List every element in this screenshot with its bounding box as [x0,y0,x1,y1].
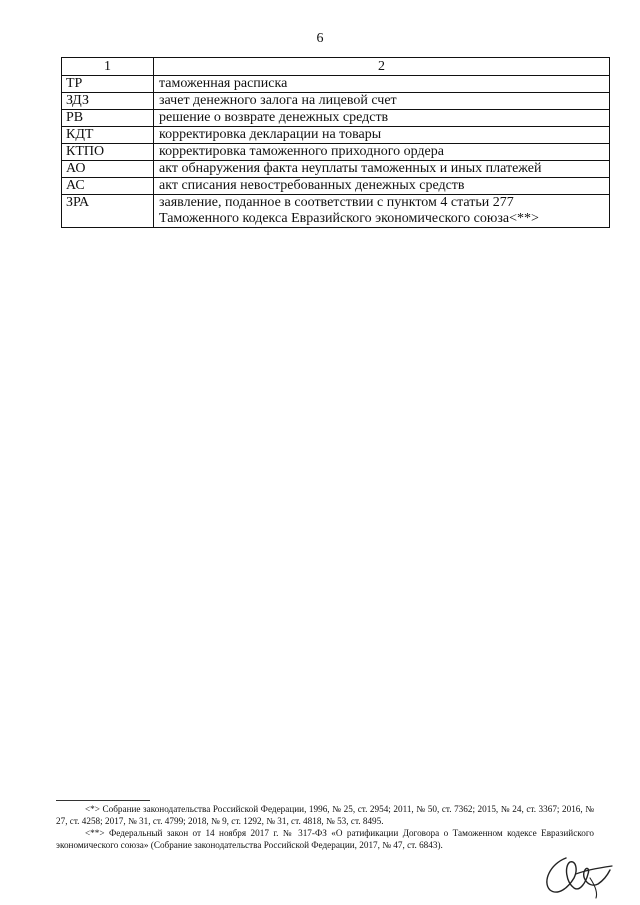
column-header-1: 1 [62,58,154,76]
codes-table [61,57,610,228]
page-number: 6 [316,31,324,46]
footnote-2: <**> Федеральный закон от 14 ноября 2017 г. № 317-ФЗ «О ратификации Договора о Таможенном кодексе Евразийского экономического союза» (Собрание законодательства Российской Федерации, 2017, № 47, ст. 6843). [56,828,594,850]
code-cell: РВ [62,110,154,127]
table-row [62,161,610,178]
description-cell [154,195,610,228]
code-cell: КТПО [62,144,154,161]
table-row [62,195,610,228]
table-row [62,110,610,127]
description-cell: таможенная расписка [154,76,610,93]
description-cell: решение о возврате денежных средств [154,110,610,127]
footnotes [56,803,594,851]
table-row [62,127,610,144]
code-cell: АС [62,178,154,195]
code-cell: АО [62,161,154,178]
table-header-row [62,58,610,76]
description-cell: зачет денежного залога на лицевой счет [154,93,610,110]
code-cell: ЗРА [62,195,154,228]
code-cell: ТР [62,76,154,93]
description-line: Таможенного кодекса Евразийского экономического союза<**> [159,211,539,226]
footnote-1: <*> Собрание законодательства Российской Федерации, 1996, № 25, ст. 2954; 2011, № 50, ст. 7362; 2015, № 24, ст. 3367; 2016, № 27, ст. 4258; 2017, № 31, ст. 4799; 2018, № 9, ст. 1292, № 31, ст. 4818, № 53, ст. 8495. [56,804,594,826]
table-row [62,144,610,161]
description-cell: акт списания невостребованных денежных средств [154,178,610,195]
table-row [62,76,610,93]
signature-icon [536,848,616,900]
code-cell: КДТ [62,127,154,144]
description-cell: корректировка декларации на товары [154,127,610,144]
description-line: заявление, поданное в соответствии с пунктом 4 статьи 277 [159,195,514,210]
table-row [62,178,610,195]
column-header-2: 2 [154,58,610,76]
table-row [62,93,610,110]
description-cell: акт обнаружения факта неуплаты таможенных и иных платежей [154,161,610,178]
footnote-separator [56,800,150,801]
description-cell: корректировка таможенного приходного ордера [154,144,610,161]
code-cell: ЗДЗ [62,93,154,110]
